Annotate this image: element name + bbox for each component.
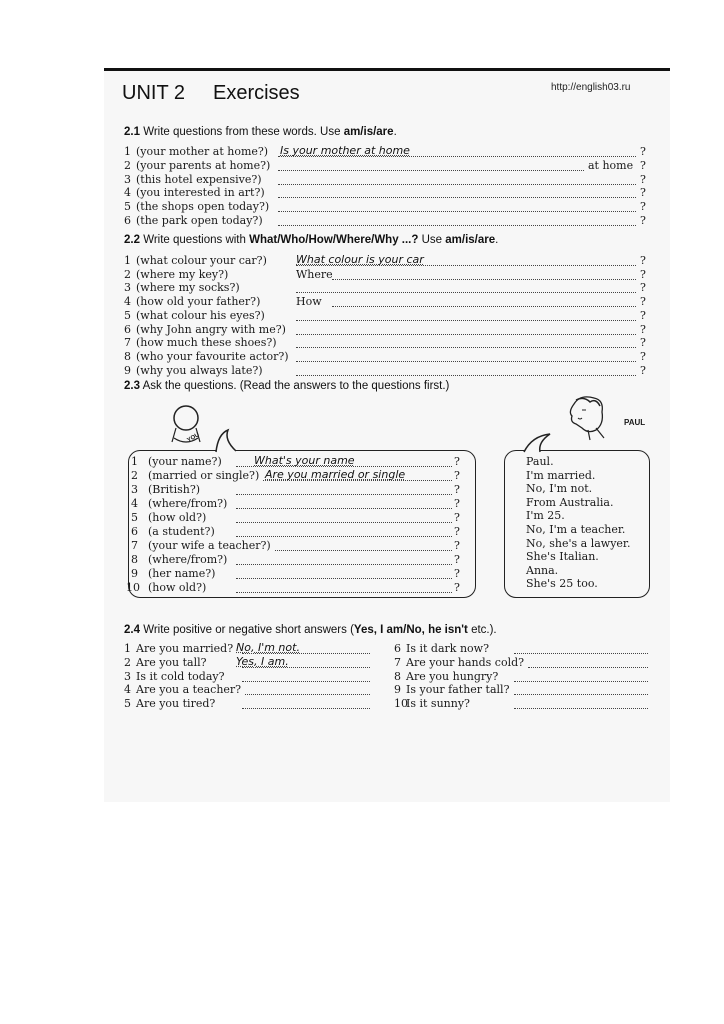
item-prompt: (what colour your car?)	[136, 254, 267, 267]
exercise-2-3-row	[126, 539, 466, 553]
answer-line[interactable]	[332, 306, 636, 307]
item-number: 3	[124, 669, 131, 683]
item-number: 3	[124, 172, 131, 186]
question-mark: ?	[640, 214, 646, 227]
item-number: 5	[124, 308, 131, 322]
item-number: 10	[126, 581, 140, 594]
item-prompt: (what colour his eyes?)	[136, 308, 265, 322]
answer-line[interactable]	[278, 170, 584, 171]
item-prompt: Is your father tall?	[406, 683, 510, 697]
handwritten-answer[interactable]: No, I'm not.	[236, 641, 300, 654]
exercise-2-2-row	[124, 350, 654, 364]
question-mark: ?	[640, 363, 646, 377]
item-prompt: (this hotel expensive?)	[136, 172, 262, 186]
handwritten-answer[interactable]: Is your mother at home	[280, 144, 410, 157]
exercise-2-3-row	[126, 581, 466, 595]
item-number: 1	[131, 455, 138, 468]
question-mark: ?	[640, 349, 646, 363]
exercise-2-4-right-row	[394, 683, 654, 697]
item-number: 7	[124, 336, 131, 350]
section-2-3-heading: 2.3 Ask the questions. (Read the answers to the questions first.)	[124, 380, 450, 392]
exercise-2-3-row	[126, 455, 466, 469]
paul-answer: I'm married.	[526, 468, 596, 482]
item-prompt: (why John angry with me?)	[136, 322, 286, 336]
question-mark: ?	[454, 483, 460, 496]
question-mark: ?	[640, 145, 646, 158]
item-number: 2	[124, 655, 131, 669]
item-number: 1	[124, 254, 131, 267]
exercise-2-2-row	[124, 281, 654, 295]
exercise-2-2-row	[124, 295, 654, 309]
item-prompt: (how old your father?)	[136, 295, 261, 309]
item-number: 6	[124, 322, 131, 336]
answer-line[interactable]	[296, 375, 636, 376]
question-mark: ?	[454, 497, 460, 510]
exercise-2-4-right-row	[394, 670, 654, 684]
item-number: 3	[124, 281, 131, 295]
answer-line[interactable]	[236, 592, 452, 593]
item-prompt: (why you always late?)	[136, 363, 263, 377]
exercise-2-4-left-row	[124, 670, 374, 684]
answer-line[interactable]	[242, 708, 370, 709]
exercise-2-4-left-row	[124, 656, 374, 670]
answer-line[interactable]	[514, 681, 648, 682]
exercise-2-1-row	[124, 214, 654, 228]
item-number: 9	[131, 567, 138, 580]
answer-line[interactable]	[514, 694, 648, 695]
paul-answer: From Australia.	[526, 495, 614, 509]
item-prompt: (where/from?)	[148, 553, 228, 566]
section-2-1-heading: 2.1 Write questions from these words. Use am/is/are.	[124, 126, 397, 138]
item-prompt: (the shops open today?)	[136, 200, 270, 214]
question-mark: ?	[640, 200, 646, 214]
item-number: 4	[124, 186, 131, 200]
exercise-2-2-row	[124, 254, 654, 268]
item-prompt: (your parents at home?)	[136, 158, 271, 172]
answer-line[interactable]	[236, 508, 452, 509]
paul-answer: I'm 25.	[526, 509, 565, 523]
item-prompt: (where my socks?)	[136, 281, 240, 295]
handwritten-answer[interactable]: Are you married or single	[265, 468, 406, 481]
exercise-2-1-row	[124, 173, 654, 187]
exercise-2-4-right-row	[394, 697, 654, 711]
item-prompt: Are you hungry?	[406, 669, 499, 683]
exercise-2-3-row	[126, 511, 466, 525]
question-mark: ?	[454, 553, 460, 566]
item-prompt: Is it sunny?	[406, 697, 470, 711]
item-number: 4	[131, 497, 138, 510]
item-number: 1	[124, 145, 131, 158]
item-number: 10	[394, 697, 408, 711]
handwritten-answer[interactable]: What's your name	[254, 454, 355, 467]
question-mark: ?	[640, 281, 646, 295]
handwritten-answer[interactable]: What colour is your car	[296, 253, 424, 266]
section-2-4-heading: 2.4 Write positive or negative short answers (Yes, I am/No, he isn't etc.).	[124, 624, 497, 636]
item-number: 4	[124, 683, 131, 697]
question-mark: ?	[640, 158, 646, 172]
answer-line[interactable]	[528, 667, 648, 668]
answer-line[interactable]	[296, 334, 636, 335]
question-mark: ?	[640, 336, 646, 350]
item-prompt: (where my key?)	[136, 267, 229, 281]
item-prompt: Are you tall?	[136, 655, 207, 669]
item-prompt: Are you married?	[136, 642, 234, 655]
answer-start-word: Where	[296, 267, 333, 281]
item-number: 9	[124, 363, 131, 377]
paul-label: PAUL	[624, 418, 646, 427]
exercise-2-4-left-row	[124, 697, 374, 711]
answer-line[interactable]	[296, 361, 636, 362]
question-mark: ?	[454, 525, 460, 538]
unit-number: UNIT 2	[122, 82, 185, 104]
item-prompt: (married or single?)	[148, 469, 260, 482]
answer-line[interactable]	[236, 564, 452, 565]
item-prompt: Are you a teacher?	[136, 683, 242, 697]
unit-heading: Exercises	[212, 82, 300, 104]
question-mark: ?	[454, 581, 460, 594]
item-prompt: (British?)	[148, 483, 201, 496]
answer-line[interactable]	[296, 320, 636, 321]
item-prompt: (your name?)	[148, 455, 222, 468]
top-rule	[104, 68, 670, 71]
answer-line[interactable]	[236, 536, 452, 537]
answer-line[interactable]	[514, 708, 648, 709]
item-prompt: (the park open today?)	[136, 214, 263, 227]
exercise-2-3-row	[126, 567, 466, 581]
item-prompt: (your mother at home?)	[136, 145, 269, 158]
paul-answer: No, I'm a teacher.	[526, 523, 626, 536]
item-number: 5	[131, 511, 138, 524]
question-mark: ?	[454, 567, 460, 580]
answer-line[interactable]	[278, 225, 636, 226]
item-prompt: (you interested in art?)	[136, 186, 265, 200]
question-mark: ?	[640, 172, 646, 186]
exercise-2-2-row	[124, 323, 654, 337]
item-prompt: (how old?)	[148, 581, 207, 594]
question-mark: ?	[640, 295, 646, 309]
question-mark: ?	[640, 267, 646, 281]
item-prompt: (your wife a teacher?)	[148, 539, 271, 552]
item-number: 2	[124, 158, 131, 172]
answer-line[interactable]	[296, 347, 636, 348]
exercise-2-2-row	[124, 309, 654, 323]
question-mark: ?	[454, 539, 460, 552]
answer-line[interactable]	[278, 197, 636, 198]
question-mark: ?	[454, 469, 460, 482]
question-mark: ?	[454, 511, 460, 524]
answer-line[interactable]	[332, 279, 636, 280]
item-prompt: (her name?)	[148, 567, 216, 580]
paul-answer: She's Italian.	[526, 550, 599, 564]
answer-line[interactable]	[242, 681, 370, 682]
answer-line[interactable]	[236, 494, 452, 495]
answer-line[interactable]	[278, 211, 636, 212]
item-number: 1	[124, 642, 131, 655]
question-mark: ?	[454, 455, 460, 468]
paul-answer: Paul.	[526, 455, 554, 468]
exercise-2-4-right-row	[394, 656, 654, 670]
item-prompt: (how old?)	[148, 511, 207, 524]
answer-end-words: at home	[588, 158, 634, 172]
item-prompt: (how much these shoes?)	[136, 336, 277, 350]
item-number: 6	[124, 214, 131, 227]
question-mark: ?	[640, 308, 646, 322]
item-number: 8	[131, 553, 138, 566]
exercise-2-2-row	[124, 336, 654, 350]
exercise-2-1-row	[124, 200, 654, 214]
paul-answer: No, she's a lawyer.	[526, 536, 631, 550]
item-number: 4	[124, 295, 131, 309]
item-number: 9	[394, 683, 401, 697]
exercise-2-1-row	[124, 145, 654, 159]
exercise-2-3-row	[126, 525, 466, 539]
unit-title	[122, 82, 300, 105]
paul-answer: No, I'm not.	[526, 482, 593, 496]
question-mark: ?	[640, 254, 646, 267]
item-prompt: (who your favourite actor?)	[136, 349, 289, 363]
item-number: 5	[124, 200, 131, 214]
question-mark: ?	[640, 186, 646, 200]
site-url: http://english03.ru	[551, 82, 631, 93]
answer-line[interactable]	[245, 694, 370, 695]
exercise-2-3-row	[126, 483, 466, 497]
paul-portrait-icon	[560, 394, 620, 444]
item-prompt: Are your hands cold?	[406, 655, 525, 669]
exercise-2-2-row	[124, 364, 654, 378]
item-number: 7	[394, 655, 401, 669]
item-number: 5	[124, 697, 131, 711]
item-number: 6	[394, 642, 401, 655]
exercise-2-4-left-row	[124, 683, 374, 697]
right-bubble-tail	[520, 430, 560, 454]
left-bubble-tail	[214, 428, 254, 454]
item-number: 6	[131, 525, 138, 538]
answer-line[interactable]	[236, 522, 452, 523]
section-2-2-heading: 2.2 Write questions with What/Who/How/Where/Why ...? Use am/is/are.	[124, 234, 499, 246]
item-prompt: Is it cold today?	[136, 669, 225, 683]
item-prompt: Are you tired?	[136, 697, 216, 711]
answer-line[interactable]	[278, 184, 636, 185]
answer-start-word: How	[296, 295, 322, 309]
exercise-2-3-row	[126, 553, 466, 567]
paul-answer: Anna.	[526, 563, 559, 577]
exercise-2-4-right-row	[394, 642, 654, 656]
exercise-2-2-row	[124, 268, 654, 282]
exercise-2-3-row	[126, 497, 466, 511]
question-mark: ?	[640, 322, 646, 336]
answer-line[interactable]	[514, 653, 648, 654]
item-number: 2	[124, 267, 131, 281]
item-number: 2	[131, 469, 138, 482]
item-number: 8	[124, 349, 131, 363]
exercise-2-3-row	[126, 469, 466, 483]
answer-line[interactable]	[236, 578, 452, 579]
item-number: 8	[394, 669, 401, 683]
exercise-2-1-row	[124, 186, 654, 200]
item-prompt: (a student?)	[148, 525, 215, 538]
paul-answer: She's 25 too.	[526, 577, 598, 591]
answer-line[interactable]	[296, 292, 636, 293]
exercise-2-1-row	[124, 159, 654, 173]
you-label: YOU	[186, 432, 201, 444]
item-number: 3	[131, 483, 138, 496]
item-prompt: (where/from?)	[148, 497, 228, 510]
item-prompt: Is it dark now?	[406, 642, 489, 655]
handwritten-answer[interactable]: Yes, I am.	[236, 654, 289, 668]
item-number: 7	[131, 539, 138, 552]
answer-line[interactable]	[275, 550, 452, 551]
